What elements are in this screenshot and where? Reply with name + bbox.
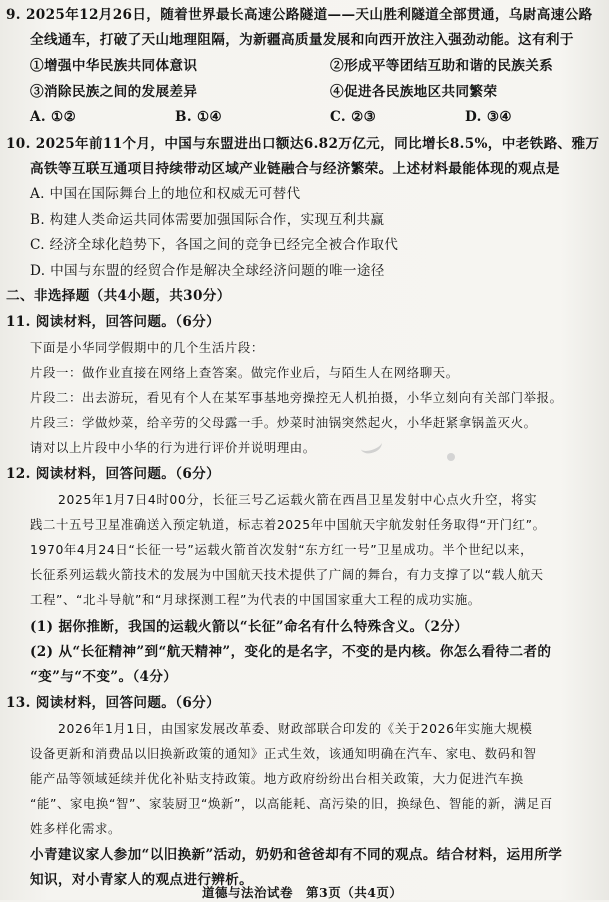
q12-material-line-4: 长征系列运载火箭技术的发展为中国航天技术提供了广阔的舞台，有力支撑了以“载人航天 xyxy=(30,567,544,582)
q12-material-line-1: 2025年1月7日4时00分，长征三号乙运载火箭在西昌卫星发射中心点火升空，将实 xyxy=(58,492,538,507)
page-footer: 道德与法治试卷 第3页（共4页） xyxy=(202,885,403,900)
q10-choice-d: D. 中国与东盟的经贸合作是解决全球经济问题的唯一途径 xyxy=(30,263,385,279)
q12-title: 12. 阅读材料，回答问题。（6分） xyxy=(6,466,221,482)
q11-intro: 下面是小华同学假期中的几个生活片段： xyxy=(30,340,264,355)
q11-fragment-1: 片段一：做作业直接在网络上查答案。做完作业后，与陌生人在网络聊天。 xyxy=(30,365,459,380)
q12-material-line-3: 1970年4月24日“长征一号”运载火箭首次发射“东方红一号”卫星成功。半个世纪以来， xyxy=(30,542,534,557)
q13-material-line-2: 设备更新和消费品以旧换新政策的通知》正式生效，该通知明确在汽车、家电、数码和智 xyxy=(30,746,537,761)
q9-option-2: ②形成平等团结互助和谐的民族关系 xyxy=(330,58,554,74)
q13-material-line-3: 能产品等领域延续并优化补贴支持政策。地方政府纷纷出台相关政策，大力促进汽车换 xyxy=(30,771,524,786)
q9-option-1: ①增强中华民族共同体意识 xyxy=(30,58,198,74)
q10-choice-b: B. 构建人类命运共同体需要加强国际合作，实现互利共赢 xyxy=(30,212,385,228)
q11-question: 请对以上片段中小华的行为进行评价并说明理由。 xyxy=(30,440,316,455)
scan-smudge xyxy=(358,435,384,456)
q13-material-line-5: 姓多样化需求。 xyxy=(30,821,121,836)
q9-stem-line-1: 9. 2025年12月26日，随着世界最长高速公路隧道——天山胜利隧道全部贯通，乌尉高速公路 xyxy=(6,7,593,23)
q13-title: 13. 阅读材料，回答问题。（6分） xyxy=(6,695,221,711)
q13-question-line-2: 知识，对小青家人的观点进行辨析。 xyxy=(30,872,254,888)
q9-option-4: ④促进各民族地区共同繁荣 xyxy=(330,84,498,100)
q9-option-3: ③消除民族之间的发展差异 xyxy=(30,84,198,100)
q13-material-line-4: “能”、家电换“智”、家装厨卫“焕新”，以高能耗、高污染的旧，换绿色、智能的新，满足百 xyxy=(30,796,553,811)
q10-choice-a: A. 中国在国际舞台上的地位和权威无可替代 xyxy=(30,186,301,202)
q10-choice-c: C. 经济全球化趋势下，各国之间的竞争已经完全被合作取代 xyxy=(30,237,399,253)
q12-subquestion-2-line-2: “变”与“不变”。（4分） xyxy=(30,669,178,685)
q11-title: 11. 阅读材料，回答问题。（6分） xyxy=(6,314,221,330)
q13-material-line-1: 2026年1月1日，由国家发展改革委、财政部联合印发的《关于2026年实施大规模 xyxy=(58,721,533,736)
q12-material-line-2: 践二十五号卫星准确送入预定轨道，标志着2025年中国航天宇航发射任务取得“开门红”。 xyxy=(30,517,546,532)
q10-stem-line-1: 10. 2025年前11个月，中国与东盟进出口额达6.82万亿元，同比增长8.5%，中老铁路、雅万 xyxy=(6,136,600,152)
q10-stem-line-2: 高铁等互联互通项目持续带动区域产业链融合与经济繁荣。上述材料最能体现的观点是 xyxy=(30,161,560,177)
q9-stem-line-2: 全线通车，打破了天山地理阻隔，为新疆高质量发展和向西开放注入强劲动能。这有利于 xyxy=(30,32,574,48)
q9-choice-d: D. ③④ xyxy=(465,109,512,125)
q11-fragment-3: 片段三：学做炒菜，给辛劳的父母露一手。炒菜时油锅突然起火，小华赶紧拿锅盖灭火。 xyxy=(30,415,537,430)
q12-subquestion-2-line-1: (2) 从“长征精神”到“航天精神”，变化的是名字，不变的是内核。你怎么看待二者的 xyxy=(30,644,552,660)
q9-choice-b: B. ①④ xyxy=(175,109,223,125)
q12-subquestion-1: (1) 据你推断，我国的运载火箭以“长征”命名有什么特殊含义。（2分） xyxy=(30,619,469,635)
q12-material-line-5: 工程”、“北斗导航”和“月球探测工程”为代表的中国国家重大工程的成功实施。 xyxy=(30,592,481,607)
section-heading: 二、非选择题（共4小题，共30分） xyxy=(6,288,231,304)
q9-choice-c: C. ②③ xyxy=(330,109,377,125)
q11-fragment-2: 片段二：出去游玩，看见有个人在某军事基地旁操控无人机拍摄，小华立刻向有关部门举报。 xyxy=(30,390,563,405)
q9-choice-a: A. ①② xyxy=(30,109,77,125)
q13-question-line-1: 小青建议家人参加“以旧换新”活动，奶奶和爸爸却有不同的观点。结合材料，运用所学 xyxy=(30,847,563,863)
scan-dot xyxy=(447,453,455,461)
